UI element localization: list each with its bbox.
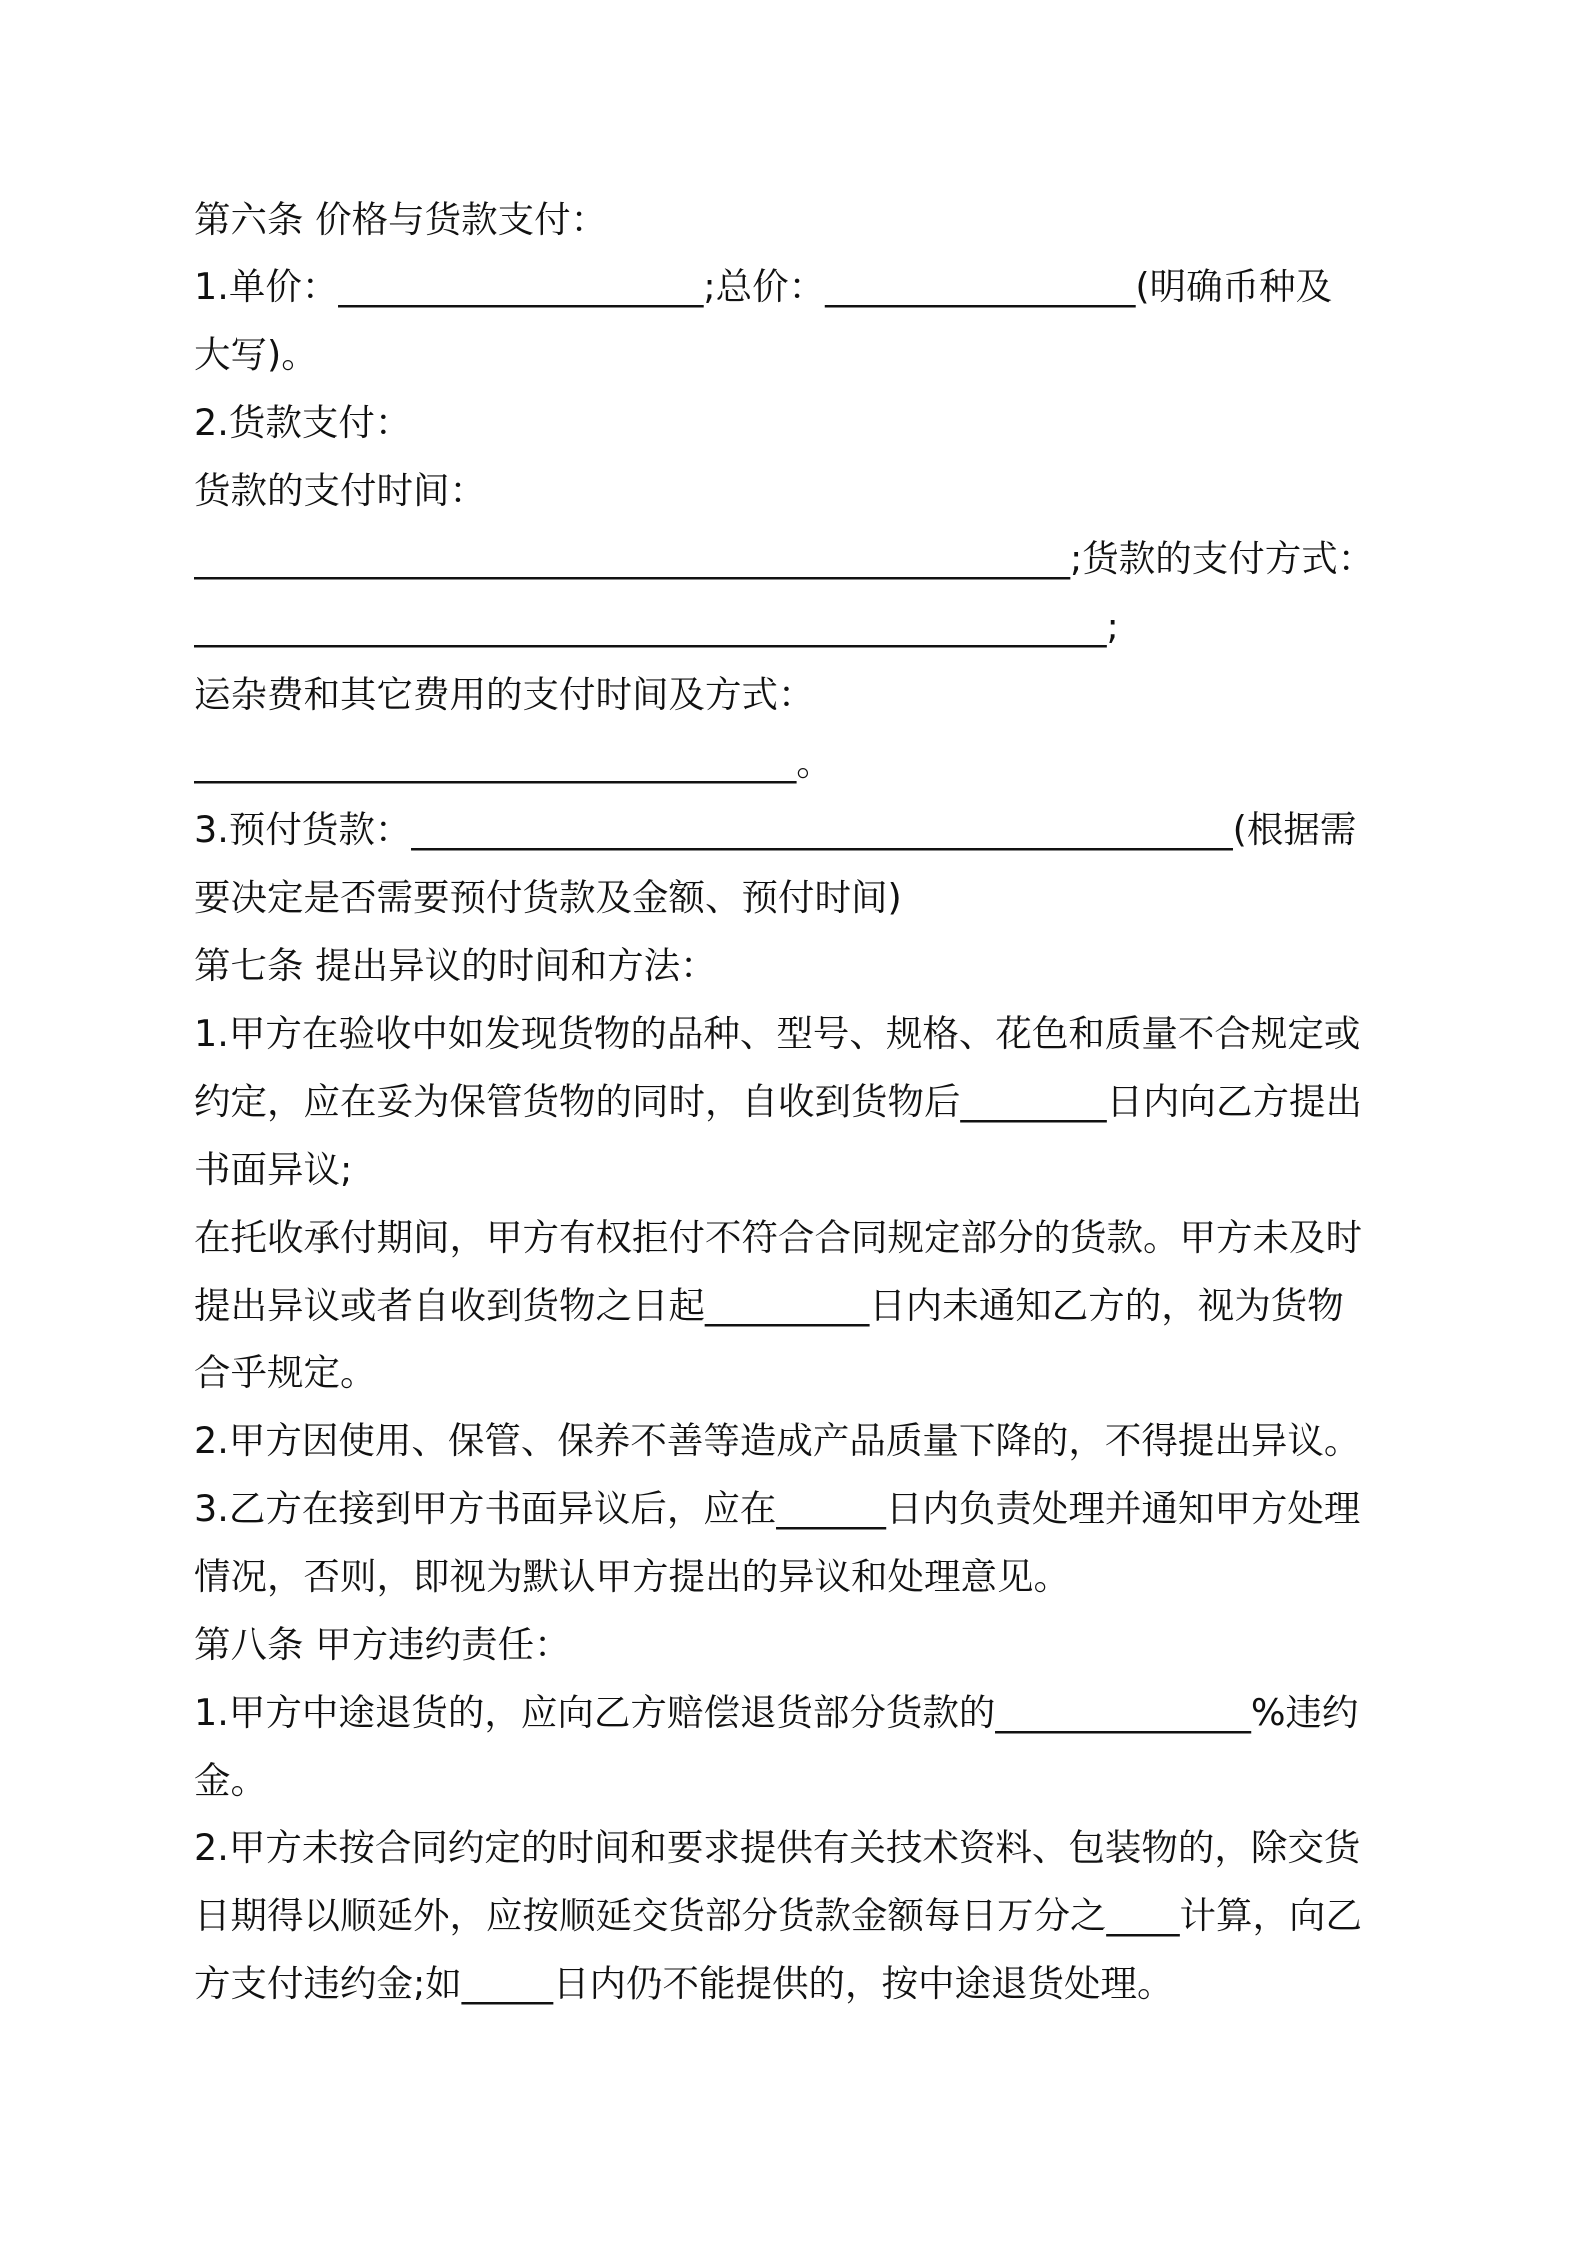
text-line: 1.甲方中途退货的，应向乙方赔偿退货部分货款的______________%违约 [194, 1691, 1359, 1734]
text-line: 书面异议; [194, 1148, 353, 1191]
text-line: 情况，否则，即视为默认甲方提出的异议和处理意见。 [194, 1555, 1070, 1598]
text-line: ________________________________________________;货款的支付方式： [194, 537, 1375, 580]
text-line: 要决定是否需要预付货款及金额、预付时间) [194, 876, 902, 919]
text-line: 约定，应在妥为保管货物的同时，自收到货物后________日内向乙方提出 [194, 1080, 1362, 1123]
prepayment-line: 3.预付货款：_____________________________________________(根据需 [194, 808, 1357, 851]
text-line: 货款的支付时间： [194, 469, 486, 512]
unit-price-line: 1.单价：____________________;总价：_________________(明确币种及 [194, 265, 1333, 308]
section-7-heading: 第七条 提出异议的时间和方法： [194, 944, 717, 987]
text-line: 合乎规定。 [194, 1351, 377, 1394]
section-6-heading: 第六条 价格与货款支付： [194, 198, 608, 241]
text-line: 大写)。 [194, 333, 318, 376]
payment-heading: 2.货款支付： [194, 401, 412, 444]
text-line: __________________________________________________; [194, 605, 1119, 648]
text-line: 在托收承付期间，甲方有权拒付不符合合同规定部分的货款。甲方未及时 [194, 1216, 1362, 1259]
text-line: 金。 [194, 1759, 267, 1802]
text-line: _________________________________。 [194, 741, 833, 784]
text-line: 方支付违约金;如_____日内仍不能提供的，按中途退货处理。 [194, 1962, 1174, 2005]
section-8-heading: 第八条 甲方违约责任： [194, 1623, 571, 1666]
text-line: 2.甲方因使用、保管、保养不善等造成产品质量下降的，不得提出异议。 [194, 1419, 1361, 1462]
text-line: 运杂费和其它费用的支付时间及方式： [194, 673, 815, 716]
text-line: 日期得以顺延外，应按顺延交货部分货款金额每日万分之____计算，向乙 [194, 1894, 1362, 1937]
text-line: 2.甲方未按合同约定的时间和要求提供有关技术资料、包装物的，除交货 [194, 1826, 1361, 1869]
text-line: 提出异议或者自收到货物之日起_________日内未通知乙方的，视为货物 [194, 1284, 1344, 1327]
text-line: 1.甲方在验收中如发现货物的品种、型号、规格、花色和质量不合规定或 [194, 1012, 1361, 1055]
text-line: 3.乙方在接到甲方书面异议后，应在______日内负责处理并通知甲方处理 [194, 1487, 1361, 1530]
